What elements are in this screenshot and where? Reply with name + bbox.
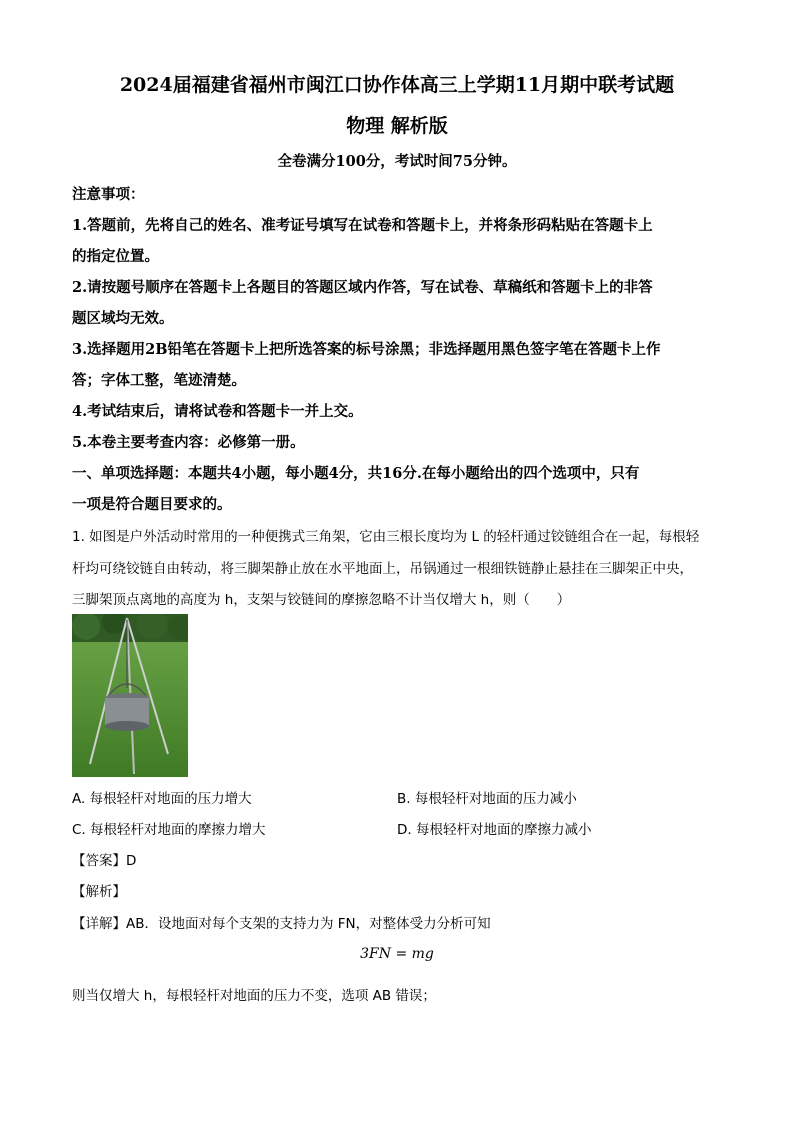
option-c: C. 每根轻杆对地面的摩擦力增大 — [72, 822, 266, 838]
note-line: 题区域均无效。 — [72, 310, 174, 327]
note-line: 答；字体工整，笔迹清楚。 — [72, 372, 246, 389]
note-line: 2.请按题号顺序在答题卡上各题目的答题区域内作答，写在试卷、草稿纸和答题卡上的非答 — [72, 279, 653, 296]
section-heading-cont: 一项是符合题目要求的。 — [72, 496, 232, 513]
conclusion-line: 则当仅增大 h，每根轻杆对地面的压力不变，选项 AB 错误； — [72, 988, 436, 1004]
note-line: 5.本卷主要考查内容：必修第一册。 — [72, 434, 305, 451]
force-formula: 3FN = mg — [360, 946, 434, 962]
analysis-label: 【解析】 — [72, 884, 126, 900]
tripod-photo — [72, 614, 188, 777]
exam-meta: 全卷满分100分，考试时间75分钟。 — [277, 153, 517, 170]
question-text: 杆均可绕铰链自由转动，将三脚架静止放在水平地面上，吊锅通过一根细铁链静止悬挂在三脚架正中央， — [72, 561, 693, 577]
note-line: 的指定位置。 — [72, 248, 159, 265]
question-text: 1. 如图是户外活动时常用的一种便携式三角架，它由三根长度均为 L 的轻杆通过铰链组合在一起，每根轻 — [72, 529, 700, 545]
note-line: 4.考试结束后，请将试卷和答题卡一并上交。 — [72, 403, 363, 420]
question-text: 三脚架顶点离地的高度为 h，支架与铰链间的摩擦忽略不计当仅增大 h，则（ ） — [72, 592, 571, 608]
option-a: A. 每根轻杆对地面的压力增大 — [72, 791, 252, 807]
note-line: 3.选择题用2B铅笔在答题卡上把所选答案的标号涂黑；非选择题用黑色签字笔在答题卡上作 — [72, 341, 661, 358]
tripod-photo-illustration — [72, 614, 188, 777]
note-line: 1.答题前，先将自己的姓名、准考证号填写在试卷和答题卡上，并将条形码粘贴在答题卡上 — [72, 217, 653, 234]
section-heading: 一、单项选择题：本题共4小题，每小题4分，共16分.在每小题给出的四个选项中，只有 — [72, 465, 640, 482]
page-subtitle: 物理 解析版 — [346, 115, 448, 137]
detail-line: 【详解】AB．设地面对每个支架的支持力为 FN，对整体受力分析可知 — [72, 916, 491, 932]
option-d: D. 每根轻杆对地面的摩擦力减小 — [397, 822, 592, 838]
answer-line: 【答案】D — [72, 853, 137, 869]
page-title: 2024届福建省福州市闽江口协作体高三上学期11月期中联考试题 — [119, 74, 675, 96]
option-b: B. 每根轻杆对地面的压力减小 — [397, 791, 577, 807]
notes-heading: 注意事项： — [72, 186, 145, 203]
